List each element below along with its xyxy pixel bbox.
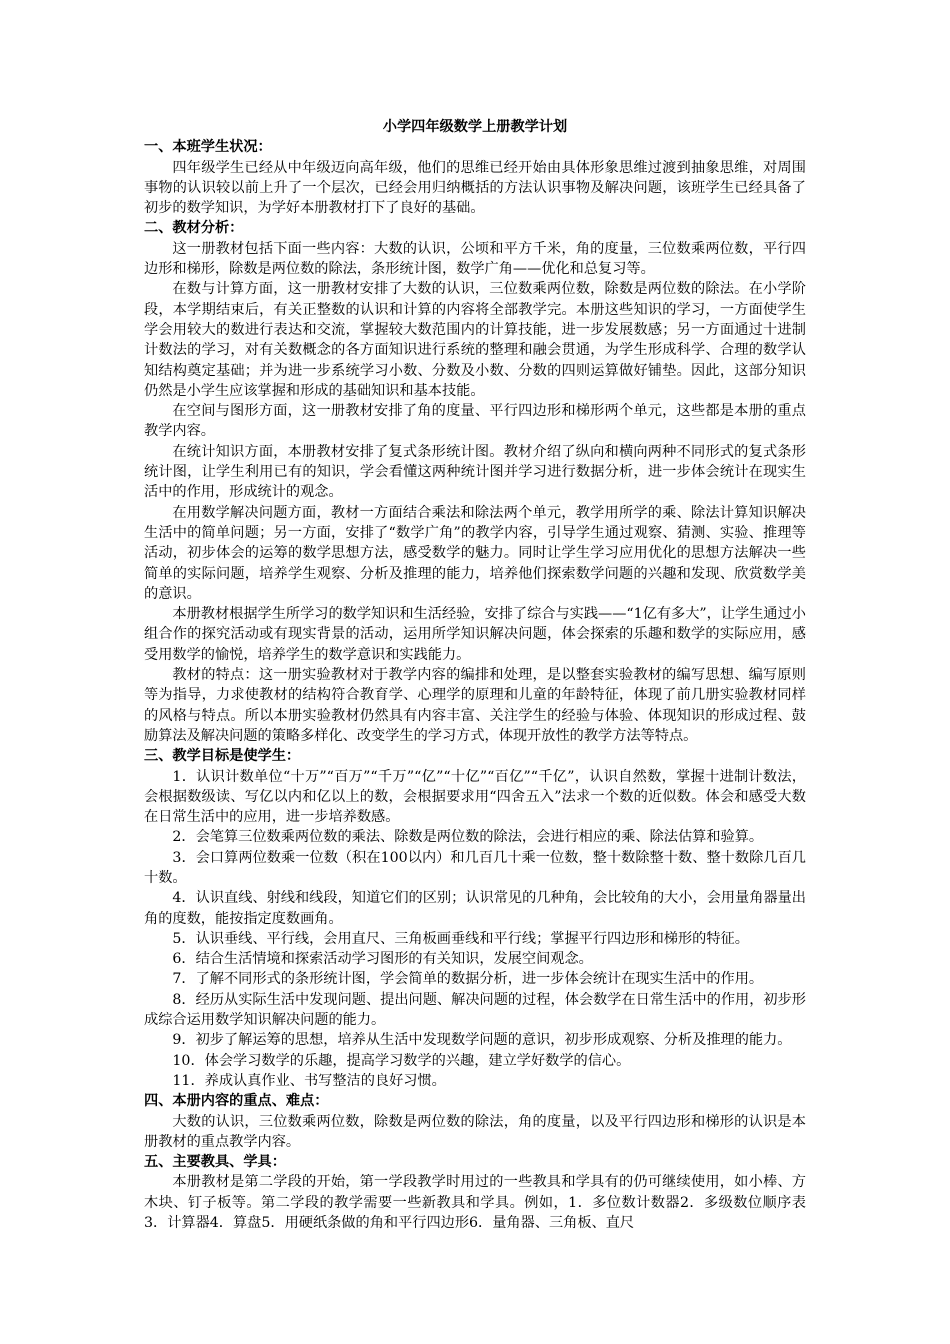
goal-item: 2．会笔算三位数乘两位数的乘法、除数是两位数的除法，会进行相应的乘、除法估算和验算。 (172, 829, 764, 846)
goal-item: 10．体会学习数学的乐趣，提高学习数学的兴趣，建立学好数学的信心。 (172, 1052, 631, 1069)
section-heading: 二、教材分析： (144, 220, 244, 237)
section-heading: 五、主要教具、学具： (144, 1154, 286, 1171)
goal-item: 7．了解不同形式的条形统计图，学会简单的数据分析，进一步体会统计在现实生活中的作用。 (172, 971, 764, 988)
section-heading: 四、本册内容的重点、难点： (144, 1093, 329, 1110)
paragraph: 在用数学解决问题方面，教材一方面结合乘法和除法两个单元，教学用所学的乘、除法计算知识解决生活中的简单问题；另一方面，安排了“数学广角”的教学内容，引导学生通过观察、猜测、实验、推理等活动，初步体会的运筹的数学思想方法，感受数学的魅力。同时让学生学习应用优化的思想方法解决一些简单的实际问题，培养学生观察、分析及推理的能力，培养他们探索数学问题的兴趣和发现、欣赏数学美的意识。 (144, 504, 806, 602)
paragraph: 本册教材是第二学段的开始，第一学段教学时用过的一些教具和学具有的仍可继续使用，如小棒、方木块、钉子板等。第二学段的教学需要一些新教具和学具。例如，1．多位数计数器2．多级数位顺序表3．计算器4．算盘5．用硬纸条做的角和平行四边形6．量角器、三角板、直尺 (144, 1174, 806, 1232)
section-heading: 三、教学目标是使学生： (144, 748, 301, 765)
paragraph: 在统计知识方面，本册教材安排了复式条形统计图。教材介绍了纵向和横向两种不同形式的复式条形统计图，让学生利用已有的知识，学会看懂这两种统计图并学习进行数据分析，进一步体会统计在现实生活中的作用，形成统计的观念。 (144, 443, 806, 501)
goal-item: 4．认识直线、射线和线段，知道它们的区别；认识常见的几种角，会比较角的大小，会用量角器量出角的度数，能按指定度数画角。 (144, 890, 806, 927)
section-teaching-goals (144, 746, 806, 1091)
paragraph: 大数的认识，三位数乘两位数，除数是两位数的除法，角的度量，以及平行四边形和梯形的认识是本册教材的重点教学内容。 (144, 1113, 806, 1150)
goal-item: 5．认识垂线、平行线，会用直尺、三角板画垂线和平行线；掌握平行四边形和梯形的特征。 (172, 930, 749, 947)
goal-item: 8．经历从实际生活中发现问题、提出问题、解决问题的过程，体会数学在日常生活中的作用，初步形成综合运用数学知识解决问题的能力。 (144, 991, 806, 1029)
document-title: 小学四年级数学上册教学计划 (382, 119, 568, 135)
goal-item: 6．结合生活情境和探索活动学习图形的有关知识，发展空间观念。 (172, 951, 593, 968)
document-page (144, 117, 806, 1233)
goal-item: 1．认识计数单位“十万”“百万”“千万”“亿”“十亿”“百亿”“千亿”，认识自然数，掌握十进制计数法，会根据数级读、写亿以内和亿以上的数，会根据要求用“四舍五入”法求一个数的近似数。体会和感受大数在日常生活中的应用，进一步培养数感。 (144, 768, 806, 826)
section-key-points (144, 1091, 806, 1152)
section-heading: 一、本班学生状况： (144, 139, 272, 156)
paragraph: 在空间与图形方面，这一册教材安排了角的度量、平行四边形和梯形两个单元，这些都是本册的重点教学内容。 (144, 403, 806, 440)
section-student-situation (144, 137, 806, 218)
paragraph: 本册教材根据学生所学习的数学知识和生活经验，安排了综合与实践——“1亿有多大”，让学生通过小组合作的探究活动或有现实背景的活动，运用所学知识解决问题，体会探索的乐趣和数学的实际应用，感受用数学的愉悦，培养学生的数学意识和实践能力。 (144, 606, 806, 663)
goal-item: 11．养成认真作业、书写整洁的良好习惯。 (172, 1072, 446, 1089)
goal-item: 9．初步了解运筹的思想，培养从生活中发现数学问题的意识，初步形成观察、分析及推理的能力。 (172, 1032, 792, 1049)
paragraph: 在数与计算方面，这一册教材安排了大数的认识，三位数乘两位数，除数是两位数的除法。在小学阶段，本学期结束后，有关正整数的认识和计算的内容将全部教学完。本册这些知识的学习，一方面使学生学会用较大的数进行表达和交流，掌握较大数范围内的计算技能，进一步发展数感；另一方面通过十进制计数法的学习，对有关数概念的各方面知识进行系统的整理和融会贯通，为学生形成科学、合理的数学认知结构奠定基础；并为进一步系统学习小数、分数及小数、分数的四则运算做好铺垫。因此，这部分知识仍然是小学生应该掌握和形成的基础知识和基本技能。 (144, 281, 806, 399)
section-textbook-analysis (144, 218, 806, 746)
paragraph: 四年级学生已经从中年级迈向高年级，他们的思维已经开始由具体形象思维过渡到抽象思维，对周围事物的认识较以前上升了一个层次，已经会用归纳概括的方法认识事物及解决问题，该班学生已经具备了初步的数学知识，为学好本册教材打下了良好的基础。 (144, 159, 806, 217)
goal-item: 3．会口算两位数乘一位数（积在100以内）和几百几十乘一位数，整十数除整十数、整十数除几百几十数。 (144, 849, 806, 886)
paragraph: 教材的特点：这一册实验教材对于教学内容的编排和处理，是以整套实验教材的编写思想、编写原则等为指导，力求使教材的结构符合教育学、心理学的原理和儿童的年龄特征，体现了前几册实验教材同样的风格与特点。所以本册实验教材仍然具有内容丰富、关注学生的经验与体验、体现知识的形成过程、鼓励算法及解决问题的策略多样化、改变学生的学习方式，体现开放性的教学方法等特点。 (144, 667, 806, 744)
section-teaching-aids (144, 1152, 806, 1233)
paragraph: 这一册教材包括下面一些内容：大数的认识，公顷和平方千米，角的度量，三位数乘两位数，平行四边形和梯形，除数是两位数的除法，条形统计图，数学广角——优化和总复习等。 (144, 240, 806, 278)
